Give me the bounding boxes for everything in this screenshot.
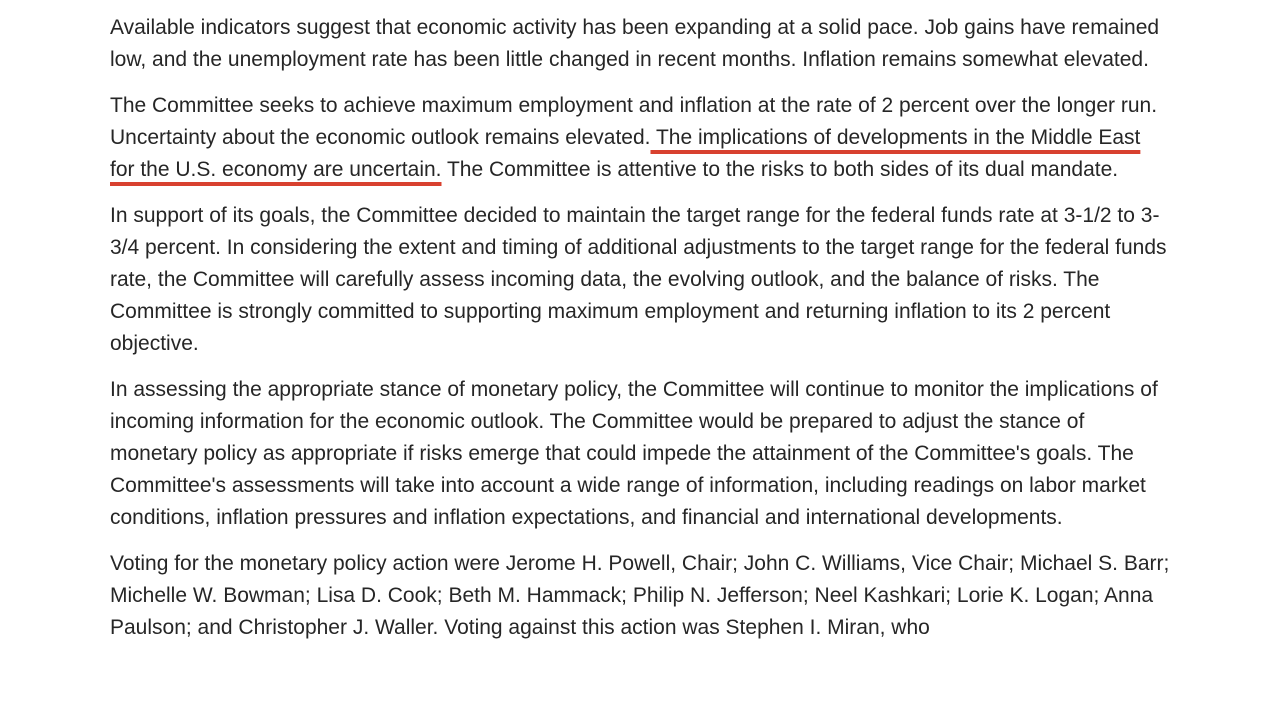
paragraph-economic-activity: Available indicators suggest that economic activity has been expanding at a solid pace. Job gains have remained low, and the unemployment rate has been little changed in recent months. Inflation remains somewhat elevated. (110, 16, 1160, 71)
paragraph-voting: Voting for the monetary policy action were Jerome H. Powell, Chair; John C. Williams, Vice Chair; Michael S. Barr; Michelle W. Bowman; Lisa D. Cook; Beth M. Hammack; Philip N. Jefferson; Neel Kashkari; Lorie K. Logan; Anna Paulson; and Christopher J. Waller. Voting against this action was Stephen I. Miran, who (110, 552, 1170, 639)
paragraph-committee-goals (110, 90, 1170, 186)
highlighted-sentence: The implications of developments in the Middle East for the U.S. economy are uncertain. (110, 126, 1141, 181)
paragraph-committee-goals-tail: The Committee is attentive to the risks to both sides of its dual mandate. (441, 158, 1119, 181)
policy-statement (110, 12, 1170, 658)
paragraph-monetary-stance: In assessing the appropriate stance of monetary policy, the Committee will continue to monitor the implications of incoming information for the economic outlook. The Committee would be prepared to adjust the stance of monetary policy as appropriate if risks emerge that could impede the attainment of the Committee's goals. The Committee's assessments will take into account a wide range of information, including readings on labor market conditions, inflation pressures and inflation expectations, and financial and international developments. (110, 378, 1158, 529)
paragraph-committee-goals-text: The Committee seeks to achieve maximum employment and inflation at the rate of 2 percent over the longer run. Uncertainty about the economic outlook remains elevated. (110, 94, 1158, 149)
paragraph-rate-decision: In support of its goals, the Committee decided to maintain the target range for the federal funds rate at 3-1/2 to 3-3/4 percent. In considering the extent and timing of additional adjustments to the target range for the federal funds rate, the Committee will carefully assess incoming data, the evolving outlook, and the balance of risks. The Committee is strongly committed to supporting maximum employment and returning inflation to its 2 percent objective. (110, 204, 1167, 355)
